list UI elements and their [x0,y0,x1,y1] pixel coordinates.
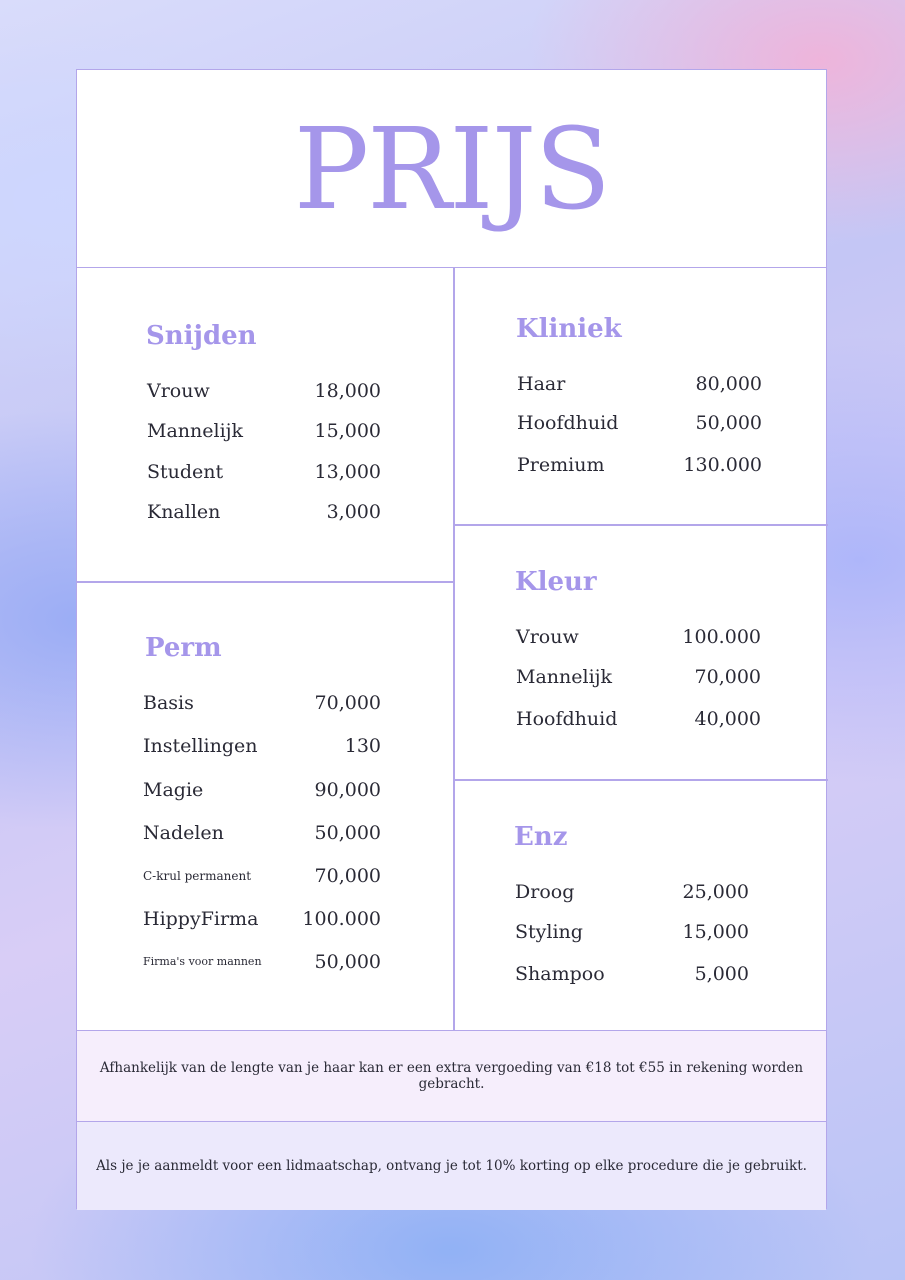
header [77,70,826,268]
list-item: Shampoo 5,000 [515,963,749,985]
section-title-kleur: Kleur [515,567,597,597]
list-item: Haar 80,000 [517,373,762,395]
list-item: HippyFirma 100.000 [143,908,381,930]
list-item: Hoofdhuid 50,000 [517,412,762,434]
list-item: Knallen 3,000 [147,501,381,523]
price-list-card [76,69,827,1209]
list-item: Droog 25,000 [515,881,749,903]
list-item: Instellingen 130 [143,735,381,757]
list-item: Magie 90,000 [143,779,381,801]
list-item: Firma's voor mannen 50,000 [143,951,381,973]
list-item: Basis 70,000 [143,692,381,714]
list-item: Nadelen 50,000 [143,822,381,844]
list-item: Vrouw 18,000 [147,380,381,402]
list-item: Styling 15,000 [515,921,749,943]
divider-kliniek-kleur [454,524,828,526]
page-title: PRIJS [293,105,610,235]
list-item: Student 13,000 [147,461,381,483]
list-item: Hoofdhuid 40,000 [516,708,761,730]
list-item: Mannelijk 15,000 [147,420,381,442]
section-title-enz: Enz [514,822,568,852]
section-title-kliniek: Kliniek [516,314,622,344]
divider-snijden-perm [77,581,454,583]
membership-note: Als je je aanmeldt voor een lidmaatschap, ontvang je tot 10% korting op elke procedure die je gebruikt. [77,1121,826,1210]
section-title-perm: Perm [145,633,222,663]
section-title-snijden: Snijden [146,321,257,351]
divider-kleur-enz [454,779,828,781]
hair-length-note: Afhankelijk van de lengte van je haar kan er een extra vergoeding van €18 tot €55 in rekening worden gebracht. [77,1030,826,1121]
list-item: Vrouw 100.000 [516,626,761,648]
column-divider [453,268,455,1030]
list-item: C-krul permanent 70,000 [143,865,381,887]
list-item: Mannelijk 70,000 [516,666,761,688]
list-item: Premium 130.000 [517,454,762,476]
